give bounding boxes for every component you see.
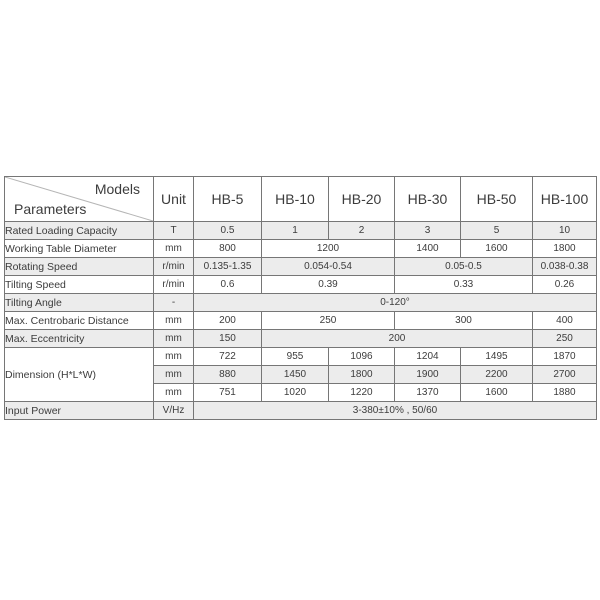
value-cell: 250 <box>262 312 395 330</box>
value-cell: 10 <box>533 222 597 240</box>
value-cell: 200 <box>262 330 533 348</box>
value-cell: 722 <box>194 348 262 366</box>
model-column-header-hb5: HB-5 <box>194 177 262 222</box>
value-cell: 0.26 <box>533 276 597 294</box>
row-label: Input Power <box>5 402 154 420</box>
value-cell: 751 <box>194 384 262 402</box>
value-cell: 1096 <box>329 348 395 366</box>
value-cell: 1200 <box>262 240 395 258</box>
value-cell: 300 <box>395 312 533 330</box>
value-cell: 0.135-1.35 <box>194 258 262 276</box>
value-cell: 0.054-0.54 <box>262 258 395 276</box>
value-cell: 1870 <box>533 348 597 366</box>
unit-cell: mm <box>154 312 194 330</box>
row-label: Working Table Diameter <box>5 240 154 258</box>
value-cell: 3 <box>395 222 461 240</box>
row-label: Rated Loading Capacity <box>5 222 154 240</box>
unit-cell: T <box>154 222 194 240</box>
value-cell: 880 <box>194 366 262 384</box>
value-cell: 0.6 <box>194 276 262 294</box>
row-max-eccentricity <box>5 330 597 348</box>
corner-parameters-label: Parameters <box>14 201 87 217</box>
row-label: Rotating Speed <box>5 258 154 276</box>
row-label-dimension: Dimension (H*L*W) <box>5 348 154 402</box>
unit-cell: mm <box>154 348 194 366</box>
value-cell: 1450 <box>262 366 329 384</box>
value-cell: 1495 <box>461 348 533 366</box>
row-max-centrobaric-distance <box>5 312 597 330</box>
value-cell: 2700 <box>533 366 597 384</box>
model-column-header-hb20: HB-20 <box>329 177 395 222</box>
value-cell: 0.39 <box>262 276 395 294</box>
model-column-header-hb50: HB-50 <box>461 177 533 222</box>
unit-cell: r/min <box>154 258 194 276</box>
row-label: Tilting Speed <box>5 276 154 294</box>
value-cell: 5 <box>461 222 533 240</box>
value-cell: 1 <box>262 222 329 240</box>
value-cell: 1220 <box>329 384 395 402</box>
value-cell: 0.038-0.38 <box>533 258 597 276</box>
header-row <box>5 177 597 222</box>
unit-column-header: Unit <box>154 177 194 222</box>
value-cell: 800 <box>194 240 262 258</box>
row-input-power <box>5 402 597 420</box>
value-cell: 1400 <box>395 240 461 258</box>
unit-cell: mm <box>154 384 194 402</box>
value-cell: 2 <box>329 222 395 240</box>
model-column-header-hb30: HB-30 <box>395 177 461 222</box>
value-cell: 1800 <box>329 366 395 384</box>
unit-cell: mm <box>154 240 194 258</box>
value-cell: 955 <box>262 348 329 366</box>
model-column-header-hb10: HB-10 <box>262 177 329 222</box>
value-cell: 1370 <box>395 384 461 402</box>
value-cell: 1600 <box>461 240 533 258</box>
row-label: Tilting Angle <box>5 294 154 312</box>
unit-cell: V/Hz <box>154 402 194 420</box>
unit-cell: mm <box>154 330 194 348</box>
row-dimension-1 <box>5 348 597 366</box>
row-tilting-speed <box>5 276 597 294</box>
value-cell: 1880 <box>533 384 597 402</box>
unit-cell: - <box>154 294 194 312</box>
value-cell: 2200 <box>461 366 533 384</box>
value-cell: 0-120° <box>194 294 597 312</box>
value-cell: 0.33 <box>395 276 533 294</box>
value-cell: 1204 <box>395 348 461 366</box>
row-label: Max. Centrobaric Distance <box>5 312 154 330</box>
row-working-table-diameter <box>5 240 597 258</box>
row-rated-loading-capacity <box>5 222 597 240</box>
value-cell: 3-380±10% , 50/60 <box>194 402 597 420</box>
corner-cell <box>5 177 154 222</box>
row-label: Max. Eccentricity <box>5 330 154 348</box>
corner-models-label: Models <box>94 181 140 197</box>
value-cell: 250 <box>533 330 597 348</box>
value-cell: 0.05-0.5 <box>395 258 533 276</box>
value-cell: 1600 <box>461 384 533 402</box>
unit-cell: r/min <box>154 276 194 294</box>
row-rotating-speed <box>5 258 597 276</box>
value-cell: 1800 <box>533 240 597 258</box>
value-cell: 400 <box>533 312 597 330</box>
unit-cell: mm <box>154 366 194 384</box>
value-cell: 200 <box>194 312 262 330</box>
value-cell: 1900 <box>395 366 461 384</box>
spec-table <box>4 176 597 420</box>
row-tilting-angle <box>5 294 597 312</box>
value-cell: 150 <box>194 330 262 348</box>
value-cell: 1020 <box>262 384 329 402</box>
model-column-header-hb100: HB-100 <box>533 177 597 222</box>
value-cell: 0.5 <box>194 222 262 240</box>
